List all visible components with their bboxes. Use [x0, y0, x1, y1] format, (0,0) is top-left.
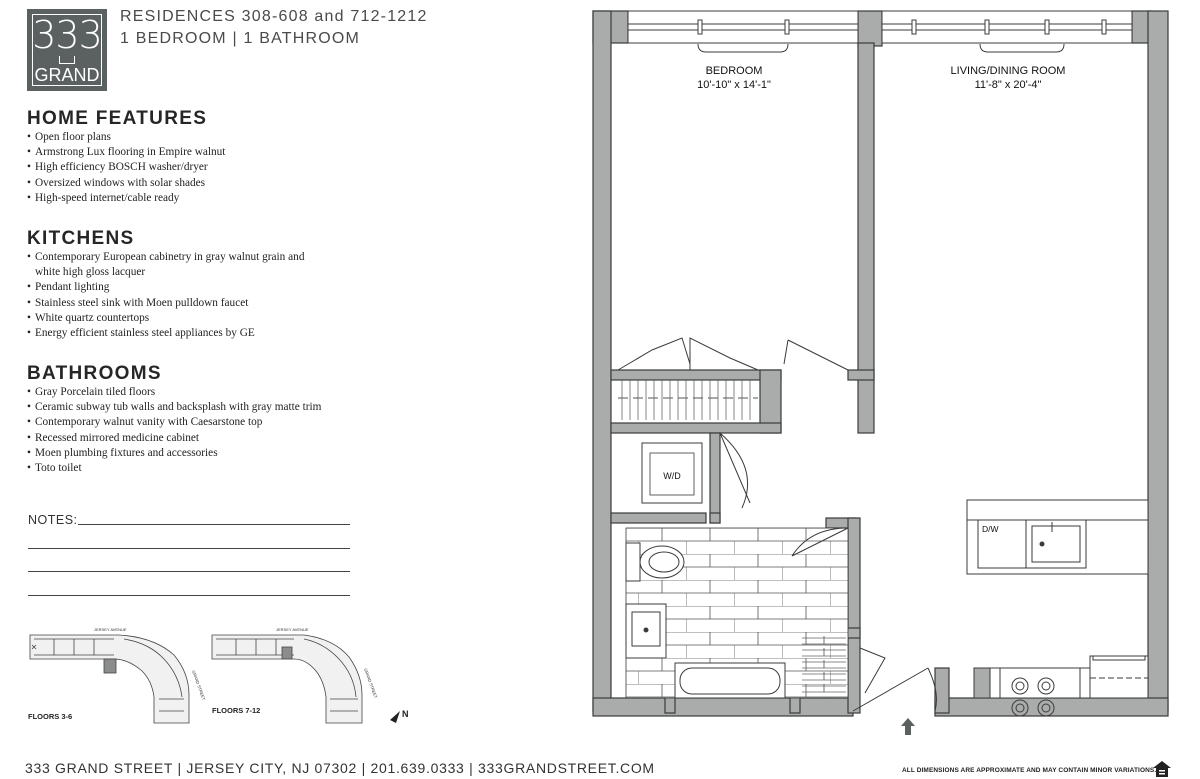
bathtub — [675, 663, 785, 698]
keyplan-label: FLOORS 3-6 — [28, 712, 73, 721]
keyplan-street-top: JERSEY AVENUE — [94, 627, 127, 632]
unit-type: 1 BEDROOM | 1 BATHROOM — [120, 30, 361, 47]
kitchen-wall-stub — [974, 668, 990, 698]
list-item: • Pendant lighting — [27, 280, 327, 295]
dimensions-disclaimer: ALL DIMENSIONS ARE APPROXIMATE AND MAY CONTAIN MINOR VARIATIONS. — [902, 767, 1157, 774]
notes-line — [78, 524, 350, 525]
notes-line — [28, 548, 350, 549]
list-item: • Energy efficient stainless steel appliances by GE — [27, 326, 327, 341]
list-item: • Open floor plans — [27, 130, 225, 145]
hall-closet-door — [860, 648, 885, 698]
building-keyplans — [24, 615, 424, 733]
north-arrow-icon — [390, 709, 409, 723]
list-item: • Contemporary European cabinetry in gray walnut grain and white high gloss lacquer — [27, 250, 327, 280]
list-item: • Oversized windows with solar shades — [27, 176, 225, 191]
kitchens-list — [27, 250, 327, 341]
vanity-sink — [626, 604, 666, 658]
kitchen-island — [967, 500, 1148, 574]
list-item: • White quartz countertops — [27, 311, 327, 326]
equal-housing-icon — [1152, 760, 1172, 778]
floor-plan — [590, 8, 1175, 744]
logo-word: GRAND — [34, 65, 100, 85]
bedroom-dims: 10'-10" x 14'-1" — [697, 79, 771, 91]
list-item: • Armstrong Lux flooring in Empire walnut — [27, 145, 225, 160]
list-item: • Recessed mirrored medicine cabinet — [27, 431, 321, 446]
list-item: • Contemporary walnut vanity with Caesarstone top — [27, 415, 321, 430]
keyplan-street-side: GRAND STREET — [363, 667, 379, 699]
notes-label: NOTES: — [28, 513, 78, 527]
list-item: • Gray Porcelain tiled floors — [27, 385, 321, 400]
living-dims: 11'-8" x 20'-4" — [974, 79, 1042, 91]
keyplan-label: FLOORS 7-12 — [212, 706, 261, 715]
residences-title: RESIDENCES 308-608 and 712-1212 — [120, 8, 428, 25]
list-item: • Moen plumbing fixtures and accessories — [27, 446, 321, 461]
kitchen-counter — [974, 656, 1148, 698]
kitchens-heading: KITCHENS — [27, 228, 135, 249]
wd-label: W/D — [663, 471, 681, 481]
list-item: • Stainless steel sink with Moen pulldown faucet — [27, 296, 327, 311]
closet-doors — [618, 338, 848, 370]
list-item: • High efficiency BOSCH washer/dryer — [27, 160, 225, 175]
keyplan-street-side: GRAND STREET — [191, 669, 207, 701]
home-features-heading: HOME FEATURES — [27, 108, 208, 129]
dw-label: D/W — [982, 524, 999, 534]
list-item: • High-speed internet/cable ready — [27, 191, 225, 206]
toilet — [626, 543, 684, 581]
bathrooms-list — [27, 385, 321, 476]
logo-number: 333 — [32, 13, 102, 57]
home-features-list — [27, 130, 225, 206]
entry-arrow-icon — [901, 718, 915, 735]
living-label: LIVING/DINING ROOM — [950, 65, 1066, 77]
entry-door — [853, 668, 936, 711]
bedroom-label: BEDROOM — [705, 65, 763, 77]
list-item: • Ceramic subway tub walls and backsplash with gray matte trim — [27, 400, 321, 415]
brand-logo — [27, 9, 107, 91]
logo-mark-icon — [59, 56, 75, 64]
notes-line — [28, 571, 350, 572]
notes-line — [28, 595, 350, 596]
closet-shelving — [618, 380, 758, 420]
keyplan-street-top: JERSEY AVENUE — [276, 627, 309, 632]
compass-label: N — [402, 709, 409, 719]
list-item: • Toto toilet — [27, 461, 321, 476]
laundry-door — [720, 433, 750, 508]
bathrooms-heading: BATHROOMS — [27, 363, 162, 384]
footer-contact: 333 GRAND STREET | JERSEY CITY, NJ 07302 | 201.639.0333 | 333GRANDSTREET.COM — [25, 760, 655, 776]
keyplan-floors-3-6 — [30, 635, 189, 723]
